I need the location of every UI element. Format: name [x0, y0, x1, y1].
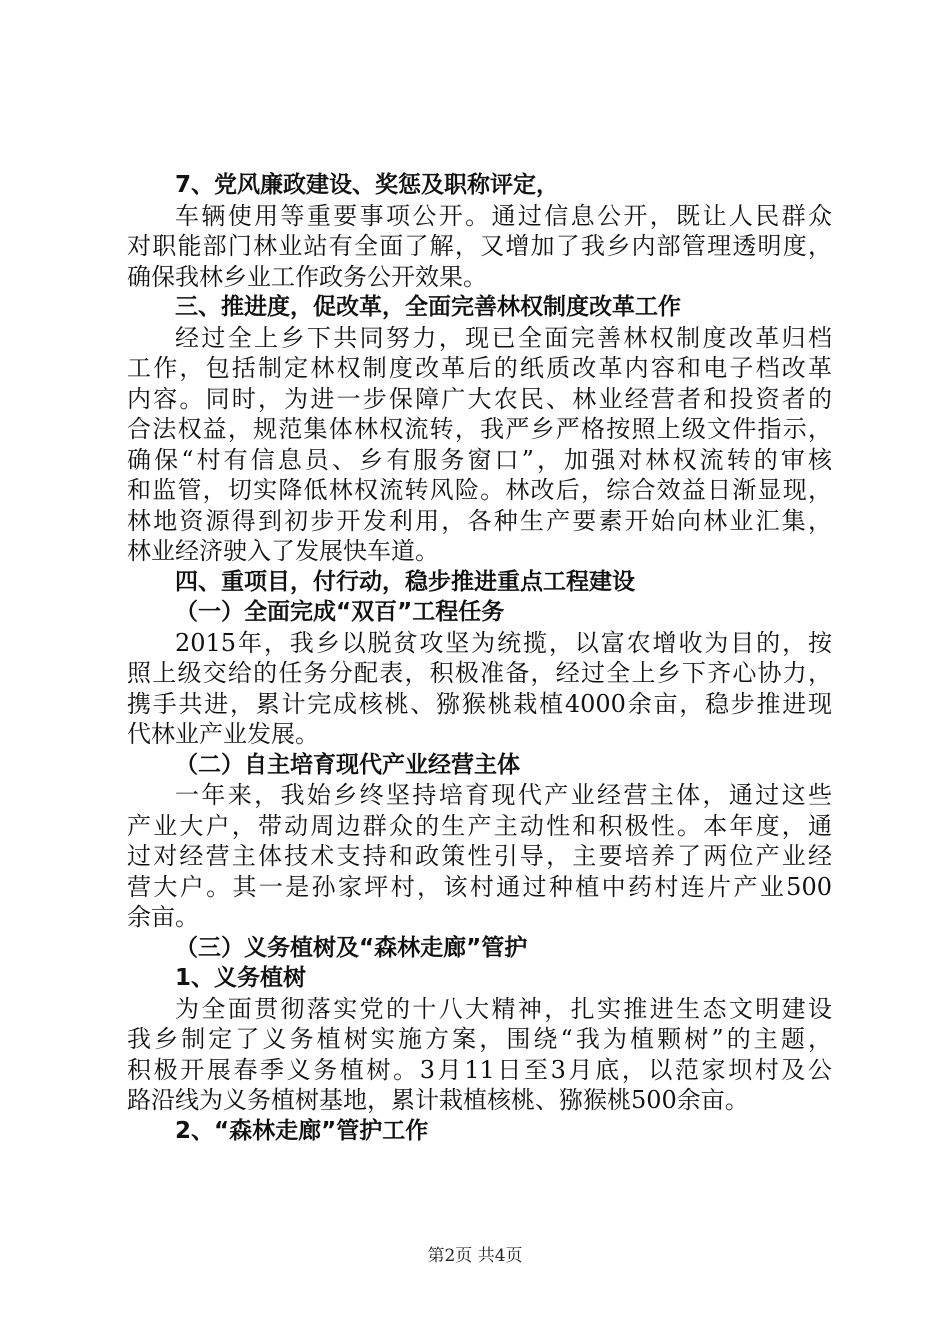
page-footer	[0, 1245, 950, 1267]
paragraph-line: 对职能部门林业站有全面了解，又增加了我乡内部管理透明度，	[127, 232, 832, 260]
section-heading: 四、重项目，付行动，稳步推进重点工程建设	[175, 568, 635, 595]
paragraph-line: 2015年，我乡以脱贫攻坚为统揽，以富农增收为目的，按	[175, 628, 832, 657]
paragraph-line: 照上级交给的任务分配表，积极准备，经过全上乡下齐心协力，	[127, 659, 832, 687]
section-heading: （二）自主培育现代产业经营主体	[175, 751, 520, 778]
paragraph-line: 内容。同时，为进一步保障广大农民、林业经营者和投资者的	[127, 384, 832, 413]
paragraph-line: 林业经济驶入了发展快车道。	[127, 537, 439, 565]
paragraph-line: 为全面贯彻落实党的十八大精神，扎实推进生态文明建设	[175, 994, 832, 1023]
paragraph-line: 经过全上乡下共同努力，现已全面完善林权制度改革归档	[175, 323, 832, 352]
section-heading: 1、义务植树	[175, 965, 307, 991]
section-heading: （一）全面完成“双百”工程任务	[175, 599, 505, 625]
paragraph-line: 工作，包括制定林权制度改革后的纸质改革内容和电子档改革	[127, 354, 832, 382]
paragraph-line: 路沿线为义务植树基地，累计栽植核桃、猕猴桃500余亩。	[127, 1086, 749, 1114]
paragraph-line: 余亩。	[127, 903, 199, 931]
paragraph-line: 产业大户，带动周边群众的生产主动性和积极性。本年度，通	[127, 811, 832, 840]
page-number-label: 第2页 共4页	[427, 1246, 523, 1266]
paragraph-line: 和监管，切实降低林权流转风险。林改后，综合效益日渐显现，	[127, 476, 832, 504]
paragraph-line: 车辆使用等重要事项公开。通过信息公开，既让人民群众	[175, 201, 832, 230]
paragraph-line: 合法权益，规范集体林权流转，我严乡严格按照上级文件指示，	[127, 415, 832, 443]
document-body	[127, 170, 832, 1146]
paragraph-line: 林地资源得到初步开发利用，各种生产要素开始向林业汇集，	[127, 506, 832, 535]
section-heading: 7、党风廉政建设、奖惩及职称评定，	[175, 172, 560, 198]
section-heading: 三、推进度，促改革，全面完善林权制度改革工作	[175, 294, 681, 320]
paragraph-line: 确保“村有信息员、乡有服务窗口”，加强对林权流转的审核	[127, 445, 832, 474]
paragraph-line: 积极开展春季义务植树。3月11日至3月底，以范家坝村及公	[127, 1055, 832, 1084]
paragraph-line: 代林业产业发展。	[127, 720, 319, 748]
paragraph-line: 确保我林乡业工作政务公开效果。	[127, 262, 487, 291]
paragraph-line: 营大户。其一是孙家坪村，该村通过种植中药村连片产业500	[127, 872, 832, 901]
paragraph-line: 我乡制定了义务植树实施方案，围绕“我为植颗树”的主题，	[127, 1025, 832, 1053]
paragraph-line: 携手共进，累计完成核桃、猕猴桃栽植4000余亩，稳步推进现	[127, 689, 832, 718]
paragraph-line: 过对经营主体技术支持和政策性引导，主要培养了两位产业经	[127, 842, 832, 870]
section-heading: 2、“森林走廊”管护工作	[175, 1117, 429, 1144]
paragraph-line: 一年来，我始乡终坚持培育现代产业经营主体，通过这些	[175, 781, 832, 809]
section-heading: （三）义务植树及“森林走廊”管护	[175, 934, 528, 961]
